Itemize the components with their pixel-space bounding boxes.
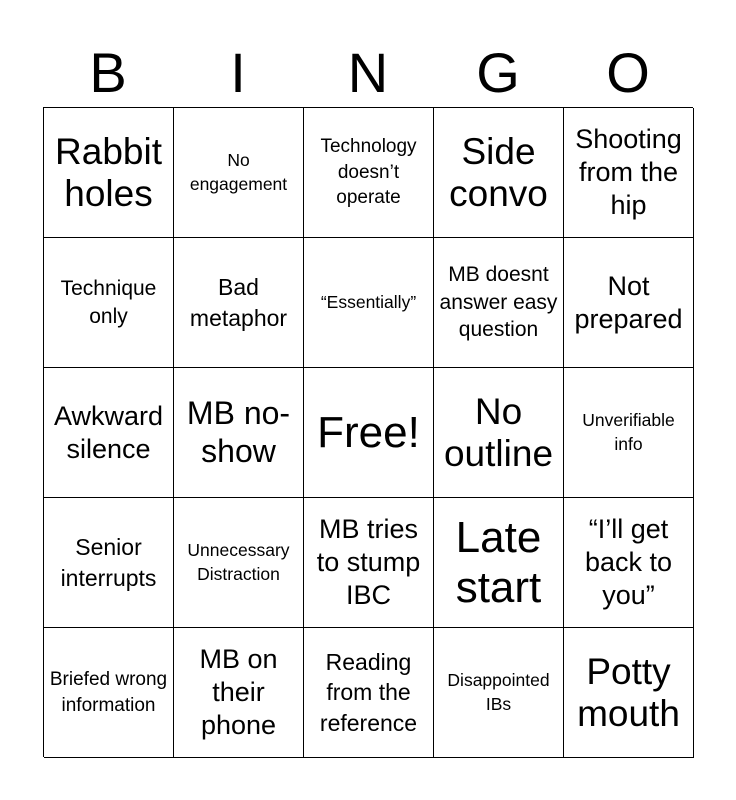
cell-label: Technique only xyxy=(60,276,157,328)
bingo-card xyxy=(43,107,693,757)
cell-label: MB tries to stump IBC xyxy=(316,514,421,610)
cell-label: MB doesnt answer easy question xyxy=(439,262,558,342)
cell-label: “Essentially” xyxy=(320,291,417,312)
bingo-cell-r1c3[interactable] xyxy=(304,108,434,238)
cell-label: MB no-show xyxy=(186,395,291,469)
cell-label: No engagement xyxy=(189,150,288,194)
bingo-cell-r3c2[interactable] xyxy=(174,368,304,498)
cell-label: Unnecessary Distraction xyxy=(187,540,290,584)
cell-label: MB on their phone xyxy=(199,644,278,740)
cell-label: Reading from the reference xyxy=(319,648,418,736)
bingo-cell-r2c2[interactable] xyxy=(174,238,304,368)
header-letter-i: I xyxy=(230,41,246,104)
bingo-cell-r5c1[interactable] xyxy=(44,628,174,758)
cell-label: Bad metaphor xyxy=(189,274,288,331)
free-space-cell[interactable] xyxy=(304,368,434,498)
bingo-cell-r4c4[interactable] xyxy=(434,498,564,628)
bingo-cell-r4c2[interactable] xyxy=(174,498,304,628)
header-letter-g: G xyxy=(476,41,520,104)
bingo-cell-r5c3[interactable] xyxy=(304,628,434,758)
bingo-cell-r4c3[interactable] xyxy=(304,498,434,628)
bingo-cell-r1c1[interactable] xyxy=(44,108,174,238)
cell-label: Side convo xyxy=(449,131,548,214)
cell-label: Disappointed IBs xyxy=(447,670,550,714)
bingo-cell-r2c1[interactable] xyxy=(44,238,174,368)
header-letter-o: O xyxy=(606,41,650,104)
cell-label: Awkward silence xyxy=(53,400,164,464)
bingo-cell-r1c4[interactable] xyxy=(434,108,564,238)
cell-label: Late start xyxy=(455,513,542,612)
bingo-cell-r2c5[interactable] xyxy=(564,238,694,368)
cell-label: No outline xyxy=(443,391,554,474)
bingo-cell-r5c5[interactable] xyxy=(564,628,694,758)
bingo-cell-r1c5[interactable] xyxy=(564,108,694,238)
bingo-cell-r2c4[interactable] xyxy=(434,238,564,368)
bingo-cell-r5c4[interactable] xyxy=(434,628,564,758)
bingo-cell-r3c1[interactable] xyxy=(44,368,174,498)
bingo-header xyxy=(43,40,693,106)
bingo-cell-r4c5[interactable] xyxy=(564,498,694,628)
bingo-cell-r1c2[interactable] xyxy=(174,108,304,238)
bingo-cell-r5c2[interactable] xyxy=(174,628,304,758)
cell-label: Technology doesn’t operate xyxy=(320,135,417,209)
cell-label: Rabbit holes xyxy=(55,131,162,214)
header-letter-b: B xyxy=(89,41,127,104)
bingo-cell-r3c5[interactable] xyxy=(564,368,694,498)
cell-label: Free! xyxy=(317,407,420,457)
header-letter-n: N xyxy=(347,41,389,104)
bingo-cell-r4c1[interactable] xyxy=(44,498,174,628)
cell-label: Unverifiable info xyxy=(582,410,675,454)
cell-label: Not prepared xyxy=(574,270,683,334)
cell-label: Potty mouth xyxy=(577,651,680,734)
cell-label: Briefed wrong information xyxy=(49,668,168,716)
bingo-cell-r3c4[interactable] xyxy=(434,368,564,498)
cell-label: Shooting from the hip xyxy=(575,124,682,220)
cell-label: “I’ll get back to you” xyxy=(584,514,673,610)
bingo-cell-r2c3[interactable] xyxy=(304,238,434,368)
cell-label: Senior interrupts xyxy=(60,534,157,591)
